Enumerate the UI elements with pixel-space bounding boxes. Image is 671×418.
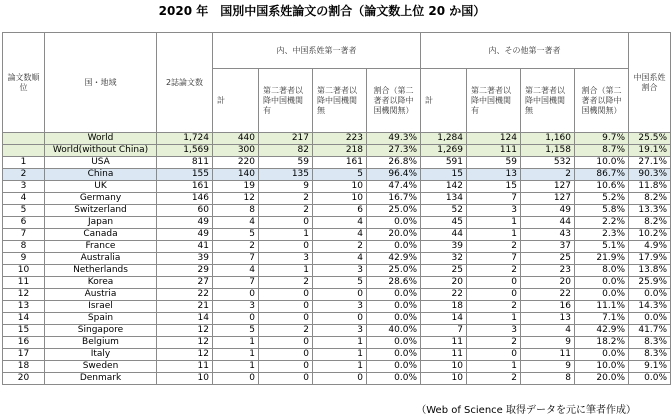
cell-o-with: 111: [467, 145, 521, 157]
cell-o-without: 1,158: [521, 145, 575, 157]
cell-c-with: 1: [259, 265, 313, 277]
cell-c-without: 1: [313, 349, 367, 361]
cell-c-ratio: 47.4%: [367, 181, 421, 193]
cell-rank: 4: [3, 193, 45, 205]
cell-c-without: 3: [313, 325, 367, 337]
cell-share: 10.2%: [629, 229, 671, 241]
cell-share: 9.1%: [629, 361, 671, 373]
cell-c-ratio: 0.0%: [367, 349, 421, 361]
cell-c-total: 7: [213, 253, 259, 265]
cell-o-ratio: 21.9%: [575, 253, 629, 265]
cell-c-total: 0: [213, 313, 259, 325]
table-row: [3, 361, 671, 373]
cell-c-total: 300: [213, 145, 259, 157]
cell-o-ratio: 10.0%: [575, 157, 629, 169]
table-row: [3, 301, 671, 313]
cell-o-without: 13: [521, 313, 575, 325]
cell-o-ratio: 18.2%: [575, 337, 629, 349]
cell-rank: 13: [3, 301, 45, 313]
cell-o-with: 2: [467, 265, 521, 277]
cell-c-without: 1: [313, 361, 367, 373]
cell-c-with: 0: [259, 373, 313, 385]
cell-c-total: 0: [213, 289, 259, 301]
cell-o-total: 10: [421, 373, 467, 385]
cell-c-total: 19: [213, 181, 259, 193]
cell-o-with: 2: [467, 373, 521, 385]
cell-o-without: 8: [521, 373, 575, 385]
cell-c-without: 161: [313, 157, 367, 169]
cell-total: 41: [157, 241, 213, 253]
cell-share: 13.3%: [629, 205, 671, 217]
cell-c-ratio: 0.0%: [367, 301, 421, 313]
cell-share: 41.7%: [629, 325, 671, 337]
cell-o-with: 2: [467, 301, 521, 313]
cell-c-with: 217: [259, 133, 313, 145]
cell-c-with: 1: [259, 229, 313, 241]
header-group-china: 内、中国系姓第一著者: [213, 33, 421, 69]
cell-c-total: 12: [213, 193, 259, 205]
cell-country: Belgium: [45, 337, 157, 349]
cell-o-total: 10: [421, 361, 467, 373]
cell-o-total: 22: [421, 289, 467, 301]
cell-c-total: 0: [213, 373, 259, 385]
table-row: [3, 241, 671, 253]
cell-o-with: 1: [467, 313, 521, 325]
cell-o-without: 9: [521, 361, 575, 373]
cell-c-without: 0: [313, 373, 367, 385]
cell-c-without: 4: [313, 229, 367, 241]
table-row: [3, 325, 671, 337]
cell-o-total: 25: [421, 265, 467, 277]
cell-c-with: 135: [259, 169, 313, 181]
cell-o-ratio: 0.0%: [575, 289, 629, 301]
cell-rank: 10: [3, 265, 45, 277]
cell-country: Germany: [45, 193, 157, 205]
cell-total: 12: [157, 325, 213, 337]
cell-share: 8.3%: [629, 349, 671, 361]
cell-o-without: 37: [521, 241, 575, 253]
cell-country: Italy: [45, 349, 157, 361]
cell-c-ratio: 25.0%: [367, 205, 421, 217]
cell-share: 8.2%: [629, 217, 671, 229]
cell-total: 49: [157, 217, 213, 229]
cell-total: 11: [157, 361, 213, 373]
cell-c-with: 0: [259, 301, 313, 313]
cell-o-total: 15: [421, 169, 467, 181]
cell-o-with: 1: [467, 361, 521, 373]
cell-c-with: 2: [259, 325, 313, 337]
cell-total: 49: [157, 229, 213, 241]
cell-rank: 5: [3, 205, 45, 217]
cell-c-ratio: 0.0%: [367, 337, 421, 349]
cell-total: 811: [157, 157, 213, 169]
cell-country: Austria: [45, 289, 157, 301]
cell-o-ratio: 10.6%: [575, 181, 629, 193]
cell-c-ratio: 0.0%: [367, 289, 421, 301]
cell-share: 17.9%: [629, 253, 671, 265]
header-group-other: 内、その他第一著者: [421, 33, 629, 69]
cell-rank: 7: [3, 229, 45, 241]
cell-rank: 18: [3, 361, 45, 373]
header-country: 国・地域: [45, 33, 157, 133]
cell-c-without: 3: [313, 301, 367, 313]
cell-o-ratio: 2.2%: [575, 217, 629, 229]
cell-c-ratio: 40.0%: [367, 325, 421, 337]
cell-o-total: 18: [421, 301, 467, 313]
cell-c-with: 2: [259, 193, 313, 205]
cell-o-ratio: 0.0%: [575, 277, 629, 289]
cell-o-without: 9: [521, 337, 575, 349]
cell-rank: [3, 145, 45, 157]
cell-country: Sweden: [45, 361, 157, 373]
cell-c-total: 7: [213, 277, 259, 289]
cell-o-with: 1: [467, 217, 521, 229]
cell-c-without: 0: [313, 289, 367, 301]
cell-rank: 6: [3, 217, 45, 229]
cell-c-ratio: 0.0%: [367, 217, 421, 229]
cell-total: 29: [157, 265, 213, 277]
cell-o-ratio: 86.7%: [575, 169, 629, 181]
cell-share: 11.8%: [629, 181, 671, 193]
cell-c-with: 0: [259, 313, 313, 325]
cell-total: 39: [157, 253, 213, 265]
table-row: [3, 217, 671, 229]
cell-o-with: 7: [467, 193, 521, 205]
table-row: [3, 289, 671, 301]
cell-o-with: 3: [467, 205, 521, 217]
cell-country: Switzerland: [45, 205, 157, 217]
cell-o-with: 15: [467, 181, 521, 193]
cell-o-ratio: 0.0%: [575, 349, 629, 361]
cell-o-total: 14: [421, 313, 467, 325]
table-title: 2020 年 国別中国系姓論文の割合（論文数上位 20 か国）: [158, 4, 486, 18]
cell-o-without: 20: [521, 277, 575, 289]
cell-c-with: 0: [259, 349, 313, 361]
header-o-with: 第二著者以降中国機関有: [467, 69, 521, 133]
cell-c-total: 220: [213, 157, 259, 169]
cell-share: 13.8%: [629, 265, 671, 277]
cell-c-with: 0: [259, 217, 313, 229]
header-total: 2誌論文数: [157, 33, 213, 133]
cell-o-ratio: 9.7%: [575, 133, 629, 145]
cell-o-total: 591: [421, 157, 467, 169]
cell-total: 12: [157, 349, 213, 361]
cell-c-total: 1: [213, 361, 259, 373]
cell-c-total: 3: [213, 301, 259, 313]
cell-country: Spain: [45, 313, 157, 325]
cell-c-ratio: 0.0%: [367, 241, 421, 253]
cell-c-with: 0: [259, 289, 313, 301]
table-row: [3, 181, 671, 193]
cell-o-total: 142: [421, 181, 467, 193]
header-o-ratio: 割合（第二著者以降中国機関無）: [575, 69, 629, 133]
cell-country: Singapore: [45, 325, 157, 337]
cell-rank: 17: [3, 349, 45, 361]
cell-country: Japan: [45, 217, 157, 229]
cell-country: China: [45, 169, 157, 181]
cell-o-total: 11: [421, 337, 467, 349]
table-row: [3, 373, 671, 385]
cell-o-with: 7: [467, 253, 521, 265]
cell-total: 10: [157, 373, 213, 385]
cell-o-ratio: 8.7%: [575, 145, 629, 157]
cell-o-total: 45: [421, 217, 467, 229]
cell-o-total: 1,269: [421, 145, 467, 157]
cell-share: 27.1%: [629, 157, 671, 169]
cell-o-without: 23: [521, 265, 575, 277]
cell-share: 4.9%: [629, 241, 671, 253]
table-row: [3, 205, 671, 217]
cell-country: UK: [45, 181, 157, 193]
table-row: [3, 145, 671, 157]
cell-c-without: 3: [313, 265, 367, 277]
header-share: 中国系姓割合: [629, 33, 671, 133]
table-row: [3, 193, 671, 205]
cell-o-without: 11: [521, 349, 575, 361]
cell-c-total: 2: [213, 241, 259, 253]
table-row: [3, 313, 671, 325]
cell-o-ratio: 2.3%: [575, 229, 629, 241]
table-row: [3, 349, 671, 361]
cell-share: 14.3%: [629, 301, 671, 313]
table-row: [3, 169, 671, 181]
cell-country: Korea: [45, 277, 157, 289]
cell-o-ratio: 11.1%: [575, 301, 629, 313]
cell-o-with: 0: [467, 289, 521, 301]
cell-country: USA: [45, 157, 157, 169]
cell-o-with: 0: [467, 277, 521, 289]
cell-o-with: 2: [467, 337, 521, 349]
cell-rank: 2: [3, 169, 45, 181]
cell-o-ratio: 20.0%: [575, 373, 629, 385]
cell-o-without: 44: [521, 217, 575, 229]
table-row: [3, 157, 671, 169]
cell-total: 146: [157, 193, 213, 205]
table-body: [3, 133, 671, 385]
cell-o-without: 16: [521, 301, 575, 313]
cell-c-total: 4: [213, 265, 259, 277]
cell-total: 155: [157, 169, 213, 181]
cell-o-with: 2: [467, 241, 521, 253]
cell-share: 25.5%: [629, 133, 671, 145]
cell-c-total: 5: [213, 229, 259, 241]
cell-share: 19.1%: [629, 145, 671, 157]
cell-o-total: 52: [421, 205, 467, 217]
cell-o-without: 1,160: [521, 133, 575, 145]
cell-c-total: 4: [213, 217, 259, 229]
cell-o-with: 3: [467, 325, 521, 337]
cell-o-total: 20: [421, 277, 467, 289]
cell-country: World: [45, 133, 157, 145]
cell-c-without: 5: [313, 277, 367, 289]
cell-c-with: 0: [259, 361, 313, 373]
cell-country: Canada: [45, 229, 157, 241]
cell-c-without: 6: [313, 205, 367, 217]
cell-o-total: 11: [421, 349, 467, 361]
cell-total: 21: [157, 301, 213, 313]
header-c-without: 第二著者以降中国機関無: [313, 69, 367, 133]
cell-o-with: 124: [467, 133, 521, 145]
cell-c-with: 3: [259, 253, 313, 265]
cell-c-without: 4: [313, 217, 367, 229]
cell-o-without: 4: [521, 325, 575, 337]
source-note: （Web of Science 取得データを元に筆者作成）: [416, 405, 636, 416]
cell-c-without: 0: [313, 313, 367, 325]
cell-c-with: 0: [259, 241, 313, 253]
cell-c-ratio: 0.0%: [367, 373, 421, 385]
cell-c-with: 82: [259, 145, 313, 157]
cell-c-ratio: 42.9%: [367, 253, 421, 265]
cell-c-ratio: 28.6%: [367, 277, 421, 289]
cell-c-ratio: 16.7%: [367, 193, 421, 205]
cell-rank: 15: [3, 325, 45, 337]
cell-total: 1,569: [157, 145, 213, 157]
cell-o-ratio: 8.0%: [575, 265, 629, 277]
cell-c-ratio: 27.3%: [367, 145, 421, 157]
cell-c-ratio: 96.4%: [367, 169, 421, 181]
table-row: [3, 277, 671, 289]
cell-c-without: 2: [313, 241, 367, 253]
cell-rank: 16: [3, 337, 45, 349]
cell-country: Australia: [45, 253, 157, 265]
cell-rank: 9: [3, 253, 45, 265]
cell-country: World(without China): [45, 145, 157, 157]
header-o-without: 第二著者以降中国機関無: [521, 69, 575, 133]
cell-total: 27: [157, 277, 213, 289]
cell-o-without: 22: [521, 289, 575, 301]
cell-c-without: 4: [313, 253, 367, 265]
cell-c-total: 8: [213, 205, 259, 217]
cell-o-without: 532: [521, 157, 575, 169]
cell-share: 8.3%: [629, 337, 671, 349]
data-table: [2, 32, 671, 385]
cell-o-total: 1,284: [421, 133, 467, 145]
cell-o-ratio: 10.0%: [575, 361, 629, 373]
cell-c-with: 9: [259, 181, 313, 193]
cell-c-ratio: 49.3%: [367, 133, 421, 145]
cell-rank: [3, 133, 45, 145]
cell-c-total: 1: [213, 349, 259, 361]
cell-rank: 20: [3, 373, 45, 385]
table-row: [3, 265, 671, 277]
header-o-total: 計: [421, 69, 467, 133]
cell-share: 0.0%: [629, 289, 671, 301]
cell-o-ratio: 5.2%: [575, 193, 629, 205]
cell-o-ratio: 5.1%: [575, 241, 629, 253]
cell-total: 60: [157, 205, 213, 217]
cell-share: 8.2%: [629, 193, 671, 205]
cell-c-without: 5: [313, 169, 367, 181]
cell-o-without: 127: [521, 193, 575, 205]
cell-total: 12: [157, 337, 213, 349]
cell-o-without: 49: [521, 205, 575, 217]
header-c-ratio: 割合（第二著者以降中国機関無）: [367, 69, 421, 133]
cell-c-with: 59: [259, 157, 313, 169]
cell-o-without: 127: [521, 181, 575, 193]
cell-o-total: 7: [421, 325, 467, 337]
cell-total: 22: [157, 289, 213, 301]
cell-rank: 11: [3, 277, 45, 289]
cell-o-ratio: 5.8%: [575, 205, 629, 217]
table-row: [3, 337, 671, 349]
cell-o-without: 43: [521, 229, 575, 241]
cell-rank: 8: [3, 241, 45, 253]
cell-country: Netherlands: [45, 265, 157, 277]
cell-c-with: 0: [259, 337, 313, 349]
cell-o-without: 25: [521, 253, 575, 265]
cell-c-with: 2: [259, 277, 313, 289]
cell-o-ratio: 7.1%: [575, 313, 629, 325]
cell-o-total: 44: [421, 229, 467, 241]
cell-o-total: 39: [421, 241, 467, 253]
cell-rank: 12: [3, 289, 45, 301]
cell-country: France: [45, 241, 157, 253]
cell-c-with: 2: [259, 205, 313, 217]
cell-c-total: 1: [213, 337, 259, 349]
cell-share: 90.3%: [629, 169, 671, 181]
table-row: [3, 229, 671, 241]
cell-c-without: 10: [313, 181, 367, 193]
cell-c-without: 1: [313, 337, 367, 349]
cell-o-total: 134: [421, 193, 467, 205]
cell-c-ratio: 25.0%: [367, 265, 421, 277]
cell-share: 25.9%: [629, 277, 671, 289]
cell-o-with: 0: [467, 349, 521, 361]
cell-o-total: 32: [421, 253, 467, 265]
cell-c-total: 440: [213, 133, 259, 145]
cell-o-without: 2: [521, 169, 575, 181]
header-rank: 論文数順位: [3, 33, 45, 133]
cell-rank: 1: [3, 157, 45, 169]
cell-rank: 3: [3, 181, 45, 193]
cell-rank: 14: [3, 313, 45, 325]
cell-c-ratio: 26.8%: [367, 157, 421, 169]
cell-country: Israel: [45, 301, 157, 313]
cell-o-with: 1: [467, 229, 521, 241]
cell-total: 161: [157, 181, 213, 193]
table-row: [3, 133, 671, 145]
cell-o-ratio: 42.9%: [575, 325, 629, 337]
cell-c-ratio: 0.0%: [367, 313, 421, 325]
cell-c-without: 223: [313, 133, 367, 145]
cell-total: 1,724: [157, 133, 213, 145]
table-row: [3, 253, 671, 265]
cell-c-ratio: 20.0%: [367, 229, 421, 241]
cell-share: 0.0%: [629, 313, 671, 325]
cell-c-ratio: 0.0%: [367, 361, 421, 373]
cell-c-without: 218: [313, 145, 367, 157]
cell-o-with: 13: [467, 169, 521, 181]
cell-total: 14: [157, 313, 213, 325]
cell-share: 0.0%: [629, 373, 671, 385]
cell-country: Denmark: [45, 373, 157, 385]
header-c-with: 第二著者以降中国機関有: [259, 69, 313, 133]
header-c-total: 計: [213, 69, 259, 133]
cell-o-with: 59: [467, 157, 521, 169]
cell-c-total: 5: [213, 325, 259, 337]
cell-c-without: 10: [313, 193, 367, 205]
cell-c-total: 140: [213, 169, 259, 181]
